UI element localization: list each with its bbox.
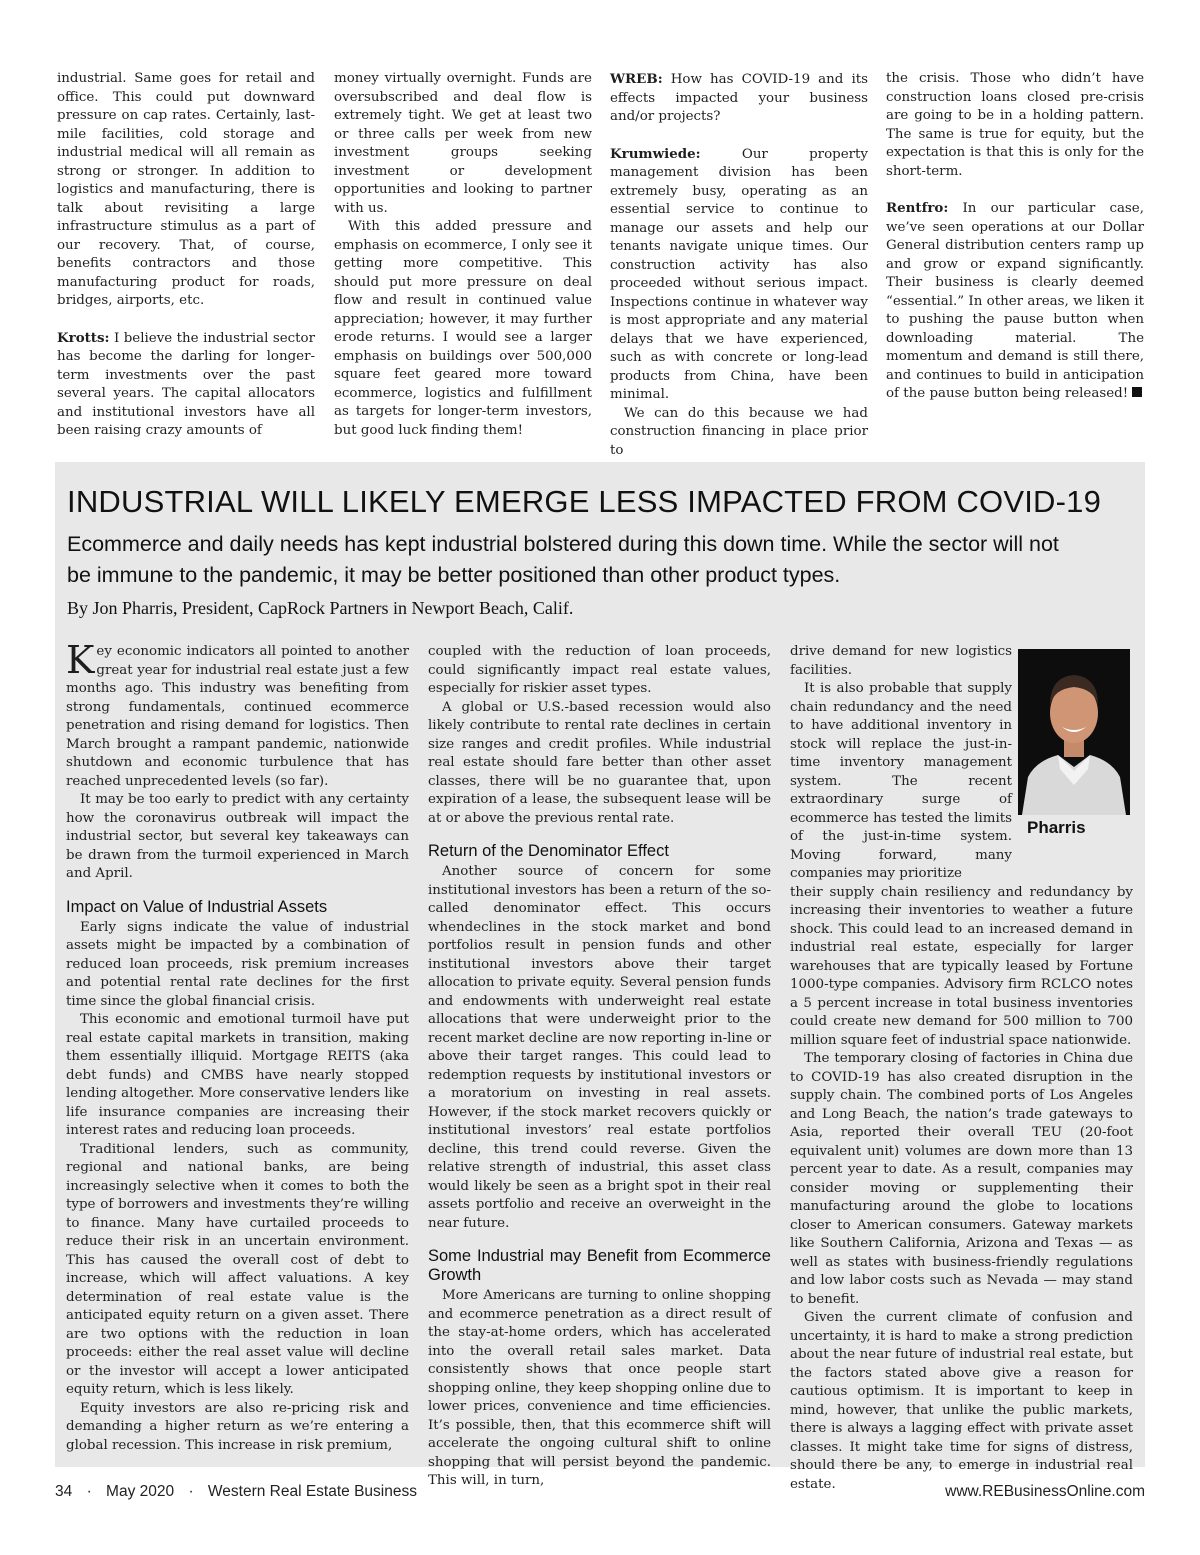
sidebar-column-1 bbox=[66, 638, 409, 1455]
sidebar-headline: INDUSTRIAL WILL LIKELY EMERGE LESS IMPACTED FROM COVID-19 bbox=[67, 484, 1102, 519]
top-column-1 bbox=[57, 70, 315, 441]
paragraph: It may be too early to predict with any certainty how the coronavirus outbreak will impact the industrial sector, but several key takeaways can be drawn from the turmoil experienced in March and April. bbox=[66, 792, 409, 881]
speaker-name: Rentfro: bbox=[886, 200, 949, 216]
footer-url[interactable]: www.REBusinessOnline.com bbox=[945, 1483, 1145, 1500]
top-column-3 bbox=[610, 70, 868, 460]
paragraph bbox=[886, 199, 1144, 404]
paragraph: industrial. Same goes for retail and office. This could put downward pressure on cap rates. Certainly, last-mile facilities, cold storage and industrial medical will all remain as strong or stronger. In addition to logistics and manufacturing, there is talk about revisiting a large infrastructure stimulus as a part of our recovery. That, of course, benefits contractors and those manufacturing product for roads, bridges, airports, etc. bbox=[57, 71, 315, 308]
section-heading: Return of the Denominator Effect bbox=[428, 842, 669, 860]
paragraph: the crisis. Those who didn’t have construction loans closed pre-crisis are going to be in a holding pattern. The same is true for equity, but the expectation is that this is only for the short-term. bbox=[886, 71, 1144, 179]
paragraph bbox=[610, 70, 868, 127]
separator: · bbox=[188, 1483, 194, 1500]
paragraph: A global or U.S.-based recession would also likely contribute to rental rate declines in certain size ranges and credit profiles. While industrial real estate should fare better than other asset classes, there will be no guarantee that, upon expiration of a lease, the subsequent lease will be at or above the previous rental rate. bbox=[428, 699, 771, 826]
sidebar-column-2 bbox=[428, 643, 771, 1491]
paragraph: their supply chain resiliency and redundancy by increasing their inventories to weather a future shock. This could lead to an increased demand in industrial real estate, especially for larger warehouses that are typically leased by Fortune 1000-type companies. Advisory firm RCLCO notes a 5 percent increase in total business inventories could create new demand for 500 million to 700 million square feet of industrial space nationwide. bbox=[790, 884, 1133, 1048]
top-column-2 bbox=[334, 70, 592, 440]
paragraph: Given the current climate of confusion and uncertainty, it is hard to make a strong prediction about the near future of industrial real estate, but the factors stated above give a reason for cautious optimism. It is important to keep in mind, however, that unlike the public markets, there is always a lagging effect with private asset classes. It might take time for signs of distress, should there be any, to emerge in industrial real estate. bbox=[790, 1310, 1133, 1492]
paragraph: We can do this because we had construction financing in place prior to bbox=[610, 405, 868, 458]
drop-cap: K bbox=[66, 638, 95, 682]
paragraph bbox=[610, 145, 868, 405]
paragraph: Early signs indicate the value of industrial assets might be impacted by a combination of reduced loan proceeds, risk premium increases and potential rental rate declines for the first time since the global financial crisis. bbox=[66, 919, 409, 1009]
speaker-name: WREB: bbox=[610, 71, 663, 87]
paragraph-text: Our property management division has been extremely busy, operating as an essential service to continue to manage our assets and help our tenants navigate unique times. Our construction activity has also proceeded without serious impact. Inspections continue in whatever way is most appropriate and any material delays that we have experienced, such as with concrete or long-lead products from China, have been minimal. bbox=[610, 146, 868, 402]
paragraph: This economic and emotional turmoil have put real estate capital markets in transition, making them essentially illiquid. Mortgage REITS (aka debt funds) and CMBS have nearly stopped lending altogether. More conservative lenders like life insurance companies are increasing their interest rates and reducing loan proceeds. bbox=[66, 1012, 409, 1138]
publication-name: Western Real Estate Business bbox=[207, 1483, 417, 1500]
paragraph-text: ey economic indicators all pointed to another great year for industrial real estate just a few months ago. This industry was benefiting from strong fundamentals, continued ecommerce penetration and rising demand for logistics. Then March brought a rampant pandemic, nationwide shutdown and economic turbulence that has reached unprecedented levels (so far). bbox=[66, 644, 409, 789]
page-number: 34 bbox=[55, 1483, 73, 1500]
paragraph-text: How has COVID-19 and its effects impacted your business and/or projects? bbox=[610, 72, 868, 124]
speaker-name: Krotts: bbox=[57, 329, 110, 346]
paragraph: With this added pressure and emphasis on ecommerce, I only see it getting more competitive. This should put more pressure on deal flow and result in continued value appreciation; however, it may further erode returns. I would see a larger emphasis on buildings over 500,000 square feet geared more toward ecommerce, logistics and fulfillment as targets for longer-term investors, but good luck finding them! bbox=[334, 219, 592, 438]
author-portrait-image bbox=[1018, 649, 1130, 815]
paragraph: The temporary closing of factories in China due to COVID-19 has also created disruption in the supply chain. The combined ports of Los Angeles and Long Beach, the nation’s trade gateways to Asia, reported their overall TEU (20-foot equivalent unit) volumes are down more than 13 percent year to date. As a result, companies may consider moving or supplementing their manufacturing around the globe to locations closer to American consumers. Gateway markets like Southern California, Arizona and Texas — as well as states with business-friendly regulations and low labor costs such as Nevada — may stand to benefit. bbox=[790, 1051, 1133, 1307]
paragraph: money virtually overnight. Funds are oversubscribed and deal flow is extremely tight. We get at least two or three calls per week from new investment groups seeking investment or development opportunities and looking to partner with us. bbox=[334, 71, 592, 216]
issue-date: May 2020 bbox=[106, 1483, 175, 1500]
paragraph-text: I believe the industrial sector has become the darling for longer-term investments over the past several years. The capital allocators and institutional investors have all been raising crazy amounts of bbox=[57, 330, 315, 438]
sidebar-deck: Ecommerce and daily needs has kept industrial bolstered during this down time. While the sector will not be immune to the pandemic, it may be better positioned than other product types. bbox=[67, 532, 1059, 587]
paragraph: Another source of concern for some institutional investors has been a return of the so-called denominator effect. This occurs whendeclines in the stock market and bond portfolios result in pension funds and other institutional investors above their target allocation to private equity. Several pension funds and endowments with underweight real estate allocations that were underweight prior to the recent market decline are now reporting in-line or above their target ranges. This could lead to redemption requests by institutional investors or a moratorium on investing in real assets. However, if the stock market recovers quickly or institutional investors’ real estate portfolios decline, this trend could reverse. Given the relative strength of industrial, this asset class would likely be seen as a bright spot in their real assets portfolio and receive an overweight in the near future. bbox=[428, 864, 771, 1231]
photo-caption: Pharris bbox=[1027, 818, 1086, 837]
speaker-name: Krumwiede: bbox=[610, 145, 701, 162]
footer-left bbox=[55, 1483, 417, 1501]
section-heading: Impact on Value of Industrial Assets bbox=[66, 897, 328, 916]
paragraph bbox=[66, 638, 409, 791]
paragraph: drive demand for new logistics facilities. bbox=[790, 644, 1012, 678]
paragraph: More Americans are turning to online shopping and ecommerce penetration as a direct result of the stay-at-home orders, which has accelerated into the overall retail sales market. Data consistently shows that once people start shopping online, they keep shopping online due to lower prices, convenience and time efficiencies. It’s possible, then, that this ecommerce shift will accelerate the ongoing cultural shift to online shopping that will persist beyond the pandemic. This will, in turn, bbox=[428, 1288, 771, 1488]
top-column-4 bbox=[886, 70, 1144, 404]
paragraph-text: In our particular case, we’ve seen operations at our Dollar General distribution centers ramp up and grow or expand significantly. Their business is clearly deemed “essential.” In other areas, we liken it to pushing the pause button when downloading material. The momentum and demand is still there, and continues to build in anticipation of the pause button being released! bbox=[886, 201, 1144, 401]
separator: · bbox=[86, 1483, 92, 1500]
paragraph: Equity investors are also re-pricing risk and demanding a higher return as we’re entering a global recession. This increase in risk premium, bbox=[66, 1400, 409, 1453]
end-mark-icon bbox=[1132, 387, 1142, 397]
section-heading: Some Industrial may Benefit from Ecommerce Growth bbox=[428, 1247, 771, 1284]
byline: By Jon Pharris, President, CapRock Partners in Newport Beach, Calif. bbox=[67, 598, 574, 618]
paragraph: Traditional lenders, such as community, regional and national banks, are being increasingly selective when it comes to both the type of borrowers and investments they’re willing to finance. Many have curtailed proceeds to reduce their risk in an uncertain environment. This has caused the overall cost of debt to increase, which will affect valuations. A key determination of real estate value is the anticipated equity return on a given asset. There are two options with the reduction in loan proceeds: either the real asset value will decline or the investor will accept a lower anticipated equity return, which is less likely. bbox=[66, 1141, 409, 1397]
paragraph: coupled with the reduction of loan proceeds, could significantly impact real estate values, especially for riskier asset types. bbox=[428, 644, 771, 696]
paragraph: It is also probable that supply chain redundancy and the need to have additional inventory in stock will replace the just-in-time inventory management system. The recent extraordinary surge of ecommerce has tested the limits of the just-in-time system. Moving forward, many companies may prioritize bbox=[790, 681, 1012, 881]
paragraph bbox=[57, 329, 315, 441]
author-photo bbox=[1018, 649, 1130, 815]
